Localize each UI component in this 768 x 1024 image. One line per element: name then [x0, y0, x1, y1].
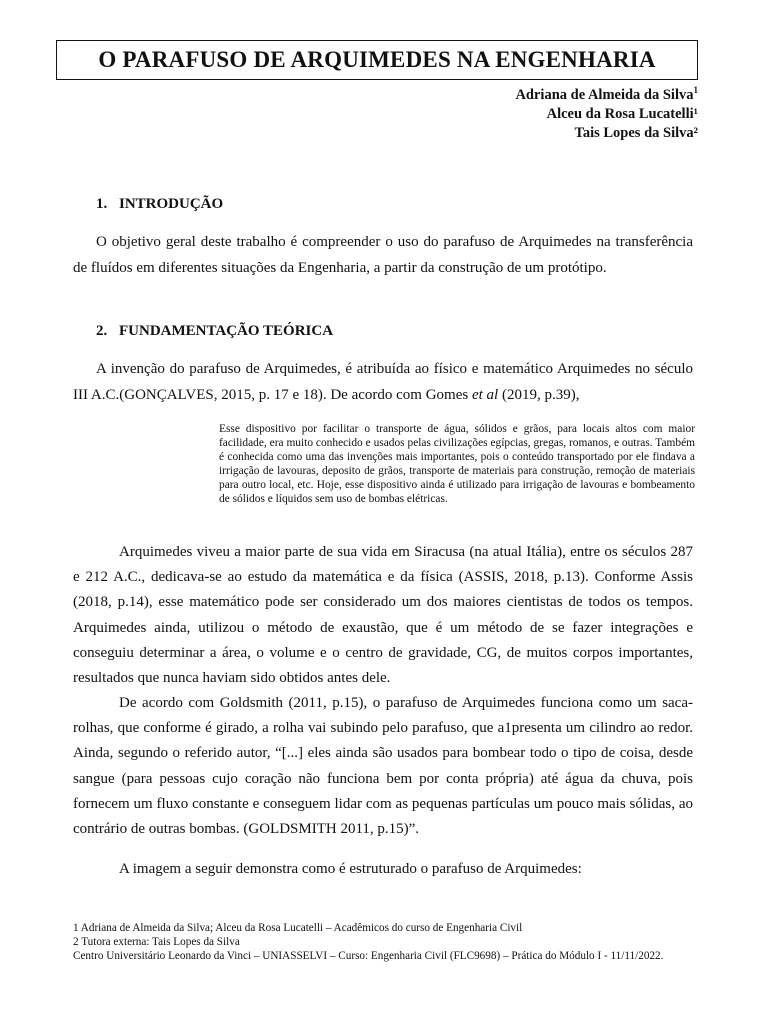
section-heading-introduction — [96, 196, 223, 213]
footnote: 1 Adriana de Almeida da Silva; Alceu da Rosa Lucatelli – Acadêmicos do curso de Engenharia Civil — [73, 922, 523, 934]
author-list — [515, 86, 698, 143]
paragraph-text: (2019, p.39), — [498, 387, 580, 403]
paragraph-text: A invenção do parafuso de Arquimedes, é atribuída ao físico e matemático Arquimedes no século III A.C.(GONÇALVES, 2015, p. 17 e 18). De acordo com Gomes — [73, 361, 693, 403]
section-number: 1. — [96, 196, 108, 212]
author-footnote-mark: 1 — [693, 85, 698, 95]
footnotes — [73, 922, 703, 963]
author-entry — [515, 105, 698, 124]
author-entry — [515, 86, 698, 105]
block-quote: Esse dispositivo por facilitar o transporte de água, sólidos e grãos, para locais altos com maior facilidade, era muito conhecido e usados pelas civilizações egípcias, gregas, romanos, e outras. Também é conhecida como uma das invenções mais importantes, pois o conteúdo transportado por ele findava a irrigação de lavouras, deposito de grãos, transporte de materiais para construção, remoção de materiais para outro local, etc. Hoje, esse dispositivo ainda é utilizado para irrigação de lavouras e bombeamento de sólidos e líquidos sem uso de bombas elétricas. — [219, 423, 695, 505]
paragraph-italic-text: et al — [471, 387, 499, 403]
author-footnote-mark: ² — [693, 125, 698, 141]
author-name: Tais Lopes da Silva — [574, 125, 694, 141]
section-number: 2. — [96, 323, 108, 339]
theory-paragraph-4: A imagem a seguir demonstra como é estruturado o parafuso de Arquimedes: — [119, 861, 582, 877]
section-heading-theory — [96, 323, 333, 340]
footnote: 2 Tutora externa: Tais Lopes da Silva — [73, 935, 240, 948]
section-title: FUNDAMENTAÇÃO TEÓRICA — [119, 323, 334, 339]
theory-paragraph-3: De acordo com Goldsmith (2011, p.15), o parafuso de Arquimedes funciona como um saca-rolhas, que conforme é girado, a rolha vai subindo pelo parafuso, que a1presenta um cilindro ao redor. Ainda, segundo o referido autor, “[...] eles ainda são usados para bombear todo o tipo de coisa, desde sangue (para pessoas cujo coração não funciona bem por conta própria) até água da chuva, pois fornecem um fluxo constante e conseguem lidar com as pequenas partículas um pouco mais sólidas, ao contrário de outras bombas. (GOLDSMITH 2011, p.15)”. — [73, 695, 693, 838]
author-entry — [515, 124, 698, 143]
author-name: Adriana de Almeida da Silva — [515, 87, 694, 103]
theory-paragraph-2: Arquimedes viveu a maior parte de sua vida em Siracusa (na atual Itália), entre os séculos 287 e 212 A.C., dedicava-se ao estudo da matemática e da física (ASSIS, 2018, p.13). Conforme Assis (2018, p.14), esse matemático pode ser considerado um dos maiores cientistas de todos os tempos. Arquimedes ainda, utilizou o método de exaustão, que é um método de se fazer integrações e conseguiu determinar a área, o volume e o centro de gravidade, CG, de muitos corpos importantes, resultados que nunca haviam sido obtidos antes dele. — [73, 544, 693, 687]
section-title: INTRODUÇÃO — [119, 196, 224, 212]
intro-paragraph: O objetivo geral deste trabalho é compreender o uso do parafuso de Arquimedes na transferência de fluídos em diferentes situações da Engenharia, a partir da construção de um protótipo. — [73, 234, 693, 276]
document-title: O PARAFUSO DE ARQUIMEDES NA ENGENHARIA — [56, 40, 698, 80]
footnote: Centro Universitário Leonardo da Vinci – UNIASSELVI – Curso: Engenharia Civil (FLC9698) – Prática do Módulo I - 11/11/2022. — [73, 949, 664, 962]
author-name: Alceu da Rosa Lucatelli — [546, 106, 694, 122]
theory-paragraph-1 — [73, 356, 693, 408]
author-footnote-mark: ¹ — [693, 106, 698, 122]
